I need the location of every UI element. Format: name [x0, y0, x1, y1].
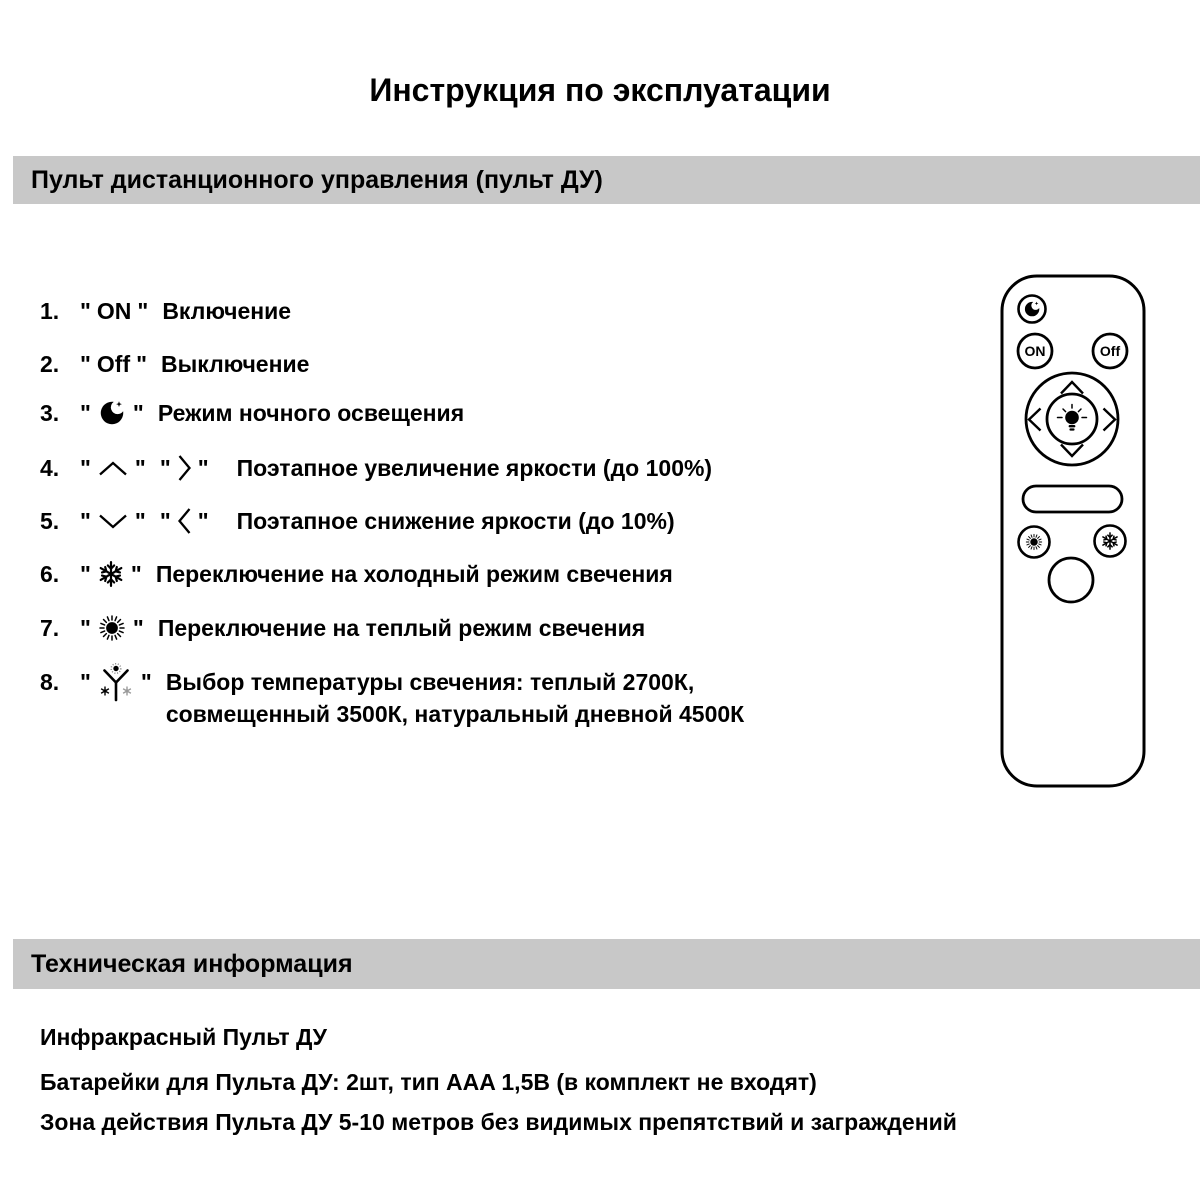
list-item-cold-mode [40, 558, 673, 590]
list-number: 8. [40, 669, 60, 695]
remote-night-mode-button [1019, 296, 1046, 323]
quote-mark: " [80, 561, 91, 587]
list-text: Включение [162, 298, 292, 324]
list-text: Режим ночного освещения [157, 400, 465, 426]
quote-mark: " [140, 669, 152, 695]
sun-icon [97, 613, 127, 643]
snowflake-icon [97, 560, 125, 588]
sun-icon [1026, 534, 1041, 549]
list-item-warm-mode [40, 612, 645, 644]
tech-info-line: Батарейки для Пульта ДУ: 2шт, тип AAA 1,5В (в комплект не входят) [40, 1069, 817, 1095]
remote-off-label: Off [1099, 343, 1121, 359]
off-label: Off [96, 351, 131, 377]
page-title: Инструкция по эксплуатации [369, 72, 831, 108]
list-number: 3. [40, 400, 60, 426]
section-header-tech [13, 939, 1200, 989]
quote-mark: " [130, 561, 142, 587]
quote-mark: " [197, 508, 209, 534]
quote-mark: " [134, 455, 146, 481]
list-item-brightness-down [40, 505, 675, 537]
list-text: Выключение [161, 351, 310, 377]
list-number: 4. [40, 455, 60, 481]
list-number: 1. [40, 298, 60, 324]
quote-mark: " [80, 400, 91, 426]
list-text: Поэтапное снижение яркости (до 10%) [236, 508, 675, 534]
list-number: 7. [40, 615, 60, 641]
quote-mark: " [137, 298, 149, 324]
remote-on-label: ON [1024, 343, 1046, 359]
quote-mark: " [132, 400, 144, 426]
section-header-remote-label: Пульт дистанционного управления (пульт ДУ) [31, 165, 603, 194]
quote-mark: " [80, 351, 91, 377]
remote-cold-mode-button [1095, 526, 1126, 557]
quote-mark: " [80, 615, 91, 641]
list-number: 2. [40, 351, 60, 377]
remote-warm-mode-button [1019, 527, 1050, 558]
list-text-line2: совмещенный 3500К, натуральный дневной 4500К [165, 701, 745, 727]
quote-mark: " [80, 298, 91, 324]
chevron-down-icon [97, 513, 129, 530]
mini-snowflake-icon [101, 687, 109, 696]
list-text: Переключение на теплый режим свечения [157, 615, 646, 641]
list-text: Переключение на холодный режим свечения [155, 561, 673, 587]
list-item-off [40, 348, 309, 380]
list-text-line1: Выбор температуры свечения: теплый 2700К, [165, 669, 695, 695]
mini-sun-icon [111, 664, 121, 674]
quote-mark: " [80, 669, 91, 695]
remote-round-button [1049, 558, 1093, 602]
quote-mark: " [159, 508, 171, 534]
quote-mark: " [80, 508, 91, 534]
on-label: ON [96, 298, 132, 324]
quote-mark: " [80, 455, 91, 481]
chevron-right-icon [177, 453, 192, 483]
quote-mark: " [134, 508, 146, 534]
list-text-block [166, 666, 744, 730]
list-item-temperature-select [40, 666, 744, 730]
remote-on-button [1018, 334, 1052, 368]
chevron-left-icon [177, 506, 192, 536]
list-number: 5. [40, 508, 60, 534]
list-number: 6. [40, 561, 60, 587]
section-header-remote [13, 156, 1200, 204]
tech-info-line: Инфракрасный Пульт ДУ [40, 1024, 327, 1050]
mini-snowflake-gray-icon [123, 687, 131, 696]
list-item-night-mode [40, 397, 464, 429]
section-header-tech-label: Техническая информация [31, 949, 353, 978]
temperature-select-icon [97, 663, 135, 703]
quote-mark: " [197, 455, 209, 481]
remote-control-diagram [999, 274, 1149, 790]
list-text: Поэтапное увеличение яркости (до 100%) [236, 455, 713, 481]
remote-off-button [1093, 334, 1127, 368]
chevron-up-icon [97, 460, 129, 477]
quote-mark: " [132, 615, 144, 641]
list-item-on [40, 295, 291, 327]
remote-dpad [1026, 373, 1118, 465]
remote-pill-button [1023, 486, 1122, 512]
quote-mark: " [159, 455, 171, 481]
list-item-brightness-up [40, 452, 712, 484]
moon-icon [97, 398, 127, 428]
quote-mark: " [136, 351, 148, 377]
tech-info-line: Зона действия Пульта ДУ 5-10 метров без видимых препятствий и заграждений [40, 1109, 957, 1135]
